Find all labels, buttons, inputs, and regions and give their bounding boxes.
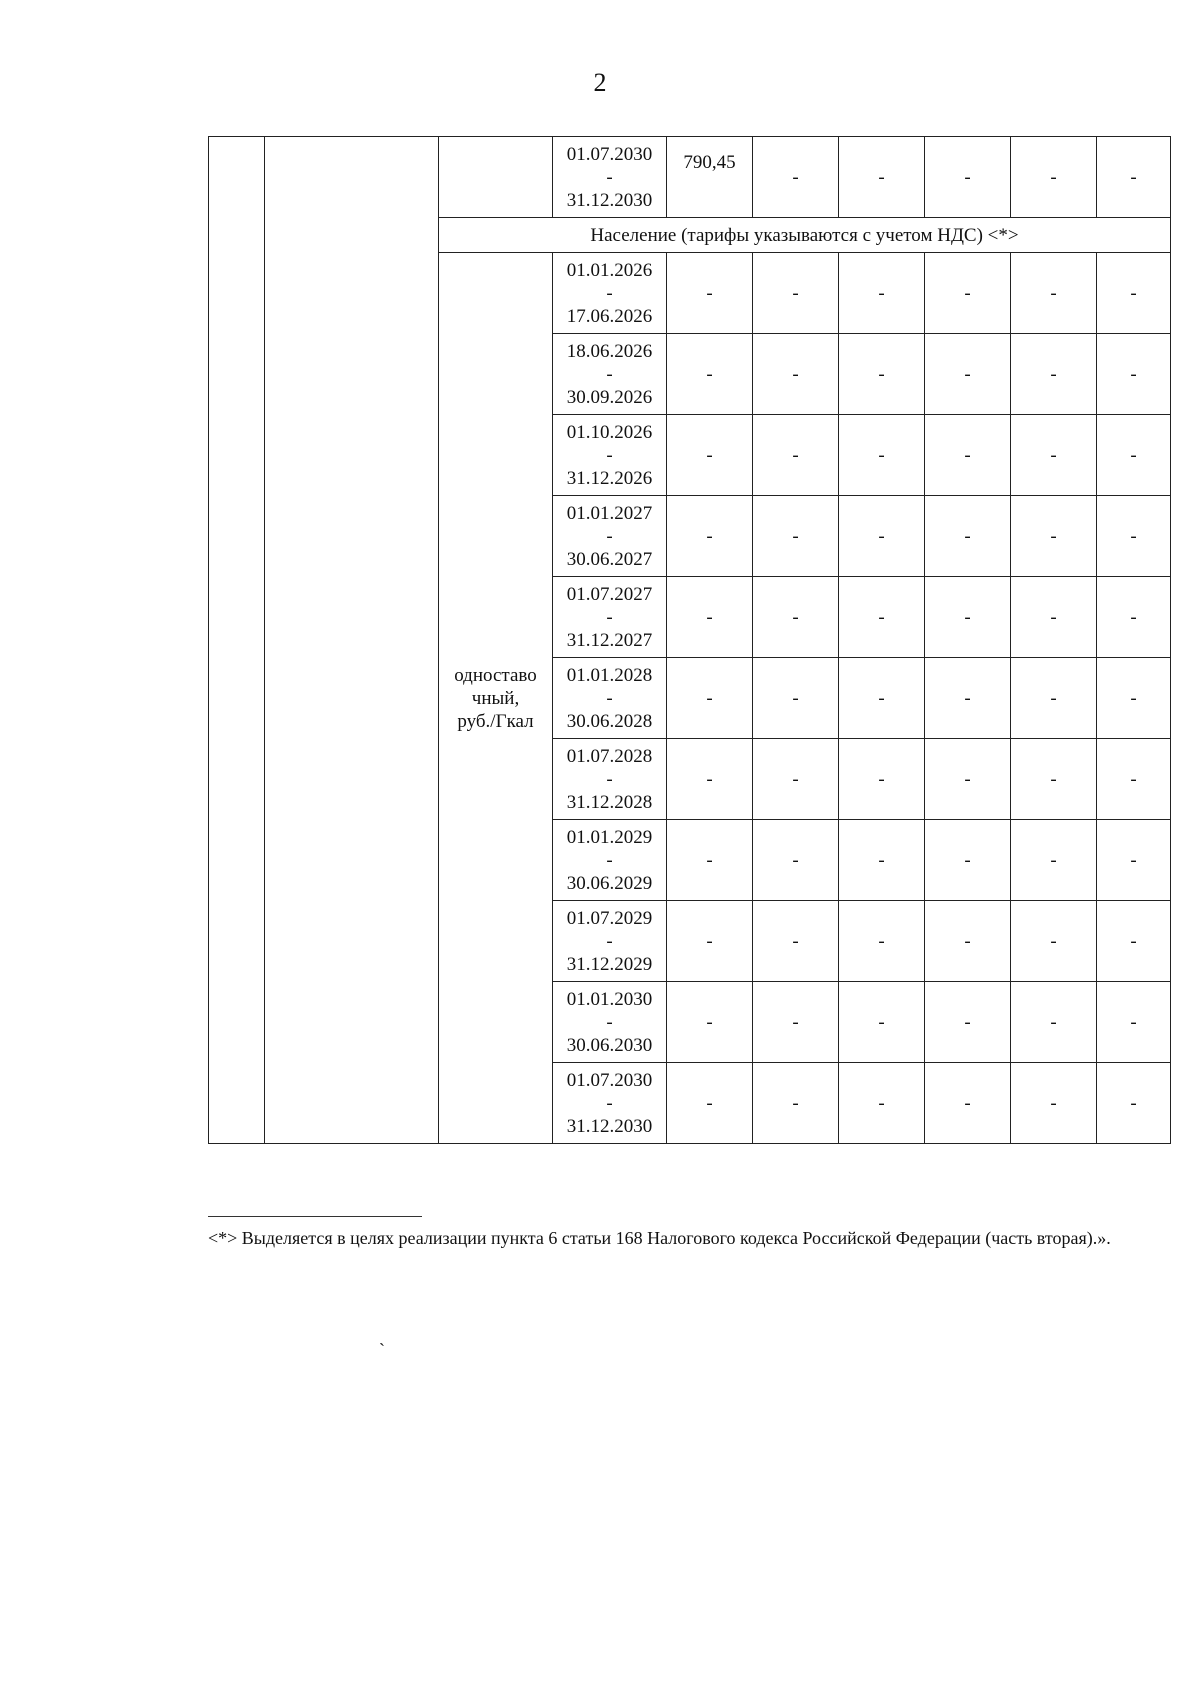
value-cell: - [925,334,1011,415]
population-header: Население (тарифы указываются с учетом НДС) <*> [439,218,1171,253]
period-start: 01.01.2026 [566,259,653,281]
value-cell: - [839,334,925,415]
period-cell [553,577,667,658]
period-cell [553,137,667,218]
value-cell: - [925,658,1011,739]
period-end: 30.06.2028 [566,710,653,732]
period-end: 31.12.2030 [566,189,653,211]
period-start: 01.01.2030 [566,988,653,1010]
period-dash: - [606,444,613,466]
period-dash: - [606,166,613,188]
value-cell: - [667,739,753,820]
stray-mark: ` [379,1340,385,1360]
period-start: 01.07.2028 [566,745,653,767]
value-cell: - [839,137,925,218]
value-cell: - [925,901,1011,982]
value-cell: - [753,334,839,415]
period-cell [553,496,667,577]
value-cell: - [1011,577,1097,658]
value-cell: - [925,820,1011,901]
value-cell: - [753,820,839,901]
period-dash: - [606,1092,613,1114]
period-dash: - [606,849,613,871]
value-cell: - [1097,739,1171,820]
period-start: 01.01.2028 [566,664,653,686]
value-cell: - [839,415,925,496]
value-cell: - [753,1063,839,1144]
period-dash: - [606,525,613,547]
footnote: <*> Выделяется в целях реализации пункта 6 статьи 168 Налогового кодекса Российской Федерации (часть вторая).». [208,1228,1111,1248]
value-cell: - [1097,901,1171,982]
value-cell: - [925,253,1011,334]
period-cell [553,415,667,496]
value-cell: - [1097,982,1171,1063]
value-cell: - [667,658,753,739]
unit-label-line: одноставо [454,664,537,686]
value-cell: - [753,982,839,1063]
value-cell: - [1011,982,1097,1063]
period-dash: - [606,930,613,952]
value-cell: 790,45 [667,137,753,218]
period-cell [553,739,667,820]
value-cell: - [753,496,839,577]
value-cell: - [667,1063,753,1144]
period-start: 18.06.2026 [566,340,653,362]
value-cell: - [925,415,1011,496]
unit-label-line: руб./Гкал [457,710,534,732]
value-cell: - [925,496,1011,577]
value-cell: - [839,253,925,334]
period-cell [553,982,667,1063]
value-cell: - [667,982,753,1063]
value-cell: - [925,137,1011,218]
value-cell: - [667,415,753,496]
value-cell: - [1097,658,1171,739]
value-cell: - [839,1063,925,1144]
value-cell: - [753,137,839,218]
value-cell: - [839,820,925,901]
value-cell: - [1097,496,1171,577]
period-end: 31.12.2027 [566,629,653,651]
period-cell [553,901,667,982]
value-cell: - [753,739,839,820]
value-cell: - [839,739,925,820]
value-cell: - [925,982,1011,1063]
value-cell: - [667,901,753,982]
value-cell: - [1011,658,1097,739]
value-cell: - [1011,496,1097,577]
value-cell: - [753,658,839,739]
value-cell: - [753,901,839,982]
period-end: 31.12.2028 [566,791,653,813]
value-cell: - [753,253,839,334]
period-end: 31.12.2029 [566,953,653,975]
period-cell [553,334,667,415]
period-dash: - [606,1011,613,1033]
period-cell [553,253,667,334]
table-row [209,137,1171,218]
period-dash: - [606,606,613,628]
value-cell: - [1011,820,1097,901]
period-dash: - [606,363,613,385]
period-start: 01.07.2030 [566,143,653,165]
period-dash: - [606,687,613,709]
value-cell: - [1011,253,1097,334]
unit-cell-top [439,137,553,218]
unit-label-line: чный, [471,687,520,709]
value-cell: - [1097,334,1171,415]
period-end: 31.12.2026 [566,467,653,489]
value-cell: - [1097,820,1171,901]
period-start: 01.01.2029 [566,826,653,848]
period-start: 01.01.2027 [566,502,653,524]
value-cell: - [1097,253,1171,334]
value-cell: - [1011,1063,1097,1144]
period-start: 01.07.2030 [566,1069,653,1091]
value-cell: - [839,982,925,1063]
period-end: 30.06.2030 [566,1034,653,1056]
value-cell: - [667,334,753,415]
period-cell [553,658,667,739]
value-cell: - [1097,137,1171,218]
value-cell: - [667,496,753,577]
value-cell: - [925,1063,1011,1144]
value-cell: - [667,577,753,658]
period-end: 30.09.2026 [566,386,653,408]
period-cell [553,820,667,901]
organization-column-cell [265,137,439,1144]
value-cell: - [1097,577,1171,658]
period-end: 31.12.2030 [566,1115,653,1137]
value-cell: - [1097,415,1171,496]
period-start: 01.07.2029 [566,907,653,929]
period-end: 30.06.2027 [566,548,653,570]
value-cell: - [839,658,925,739]
value-cell: - [1011,415,1097,496]
value-cell: - [839,901,925,982]
value-cell: - [753,415,839,496]
period-dash: - [606,768,613,790]
value-cell: - [667,253,753,334]
footnote-separator [208,1216,422,1217]
unit-cell [439,253,553,1144]
value-cell: - [1011,901,1097,982]
value-cell: - [925,577,1011,658]
period-end: 17.06.2026 [566,305,653,327]
period-start: 01.10.2026 [566,421,653,443]
period-end: 30.06.2029 [566,872,653,894]
value-cell: - [839,496,925,577]
period-cell [553,1063,667,1144]
value-cell: - [753,577,839,658]
tariff-table-body [209,137,1171,1144]
period-dash: - [606,282,613,304]
value-cell: - [1011,137,1097,218]
value-cell: - [925,739,1011,820]
value-cell: - [839,577,925,658]
page-number: 2 [593,68,607,97]
number-column-cell [209,137,265,1144]
period-start: 01.07.2027 [566,583,653,605]
tariff-table [208,136,1171,1144]
value-cell: - [667,820,753,901]
value-cell: - [1097,1063,1171,1144]
value-cell: - [1011,739,1097,820]
value-cell: - [1011,334,1097,415]
